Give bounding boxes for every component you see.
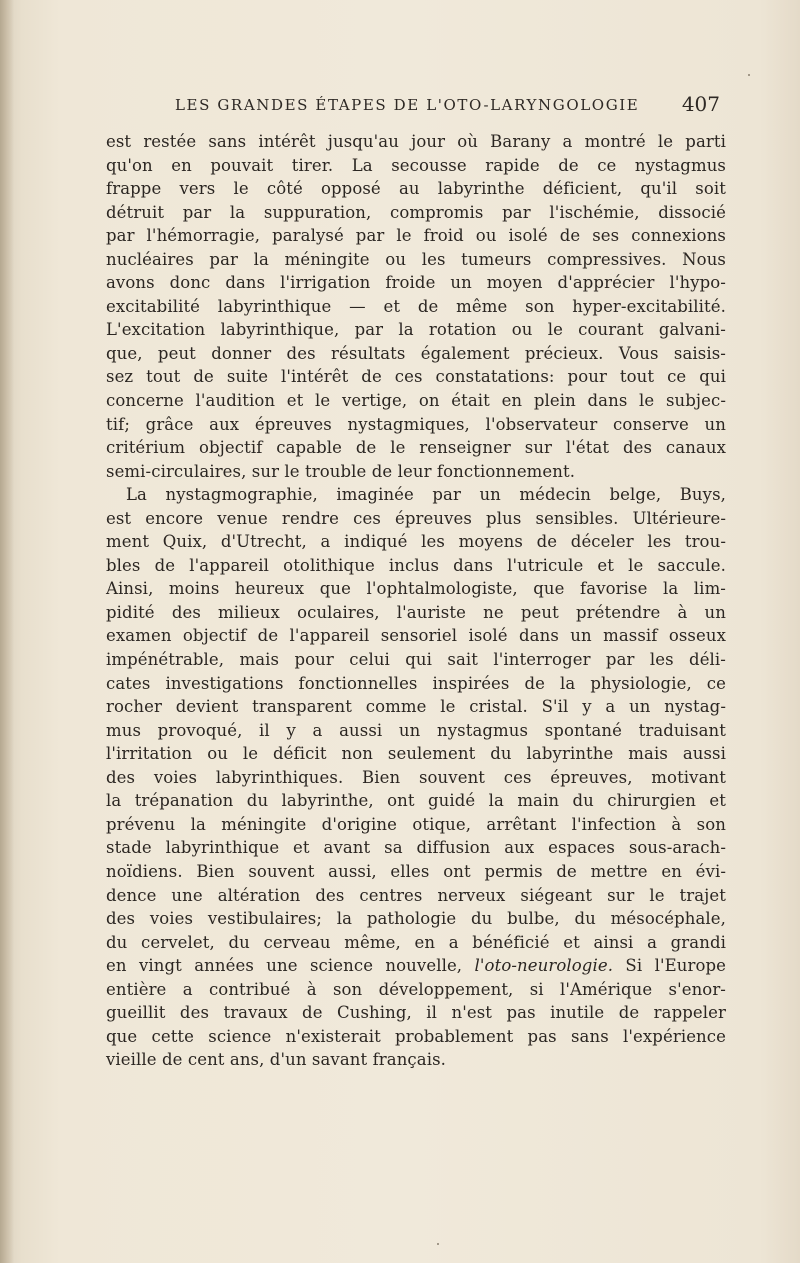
text-line: excitabilité labyrinthique — et de même son hyper-excitabilité.	[106, 296, 726, 316]
body-text	[106, 130, 726, 1072]
paragraph-start-line: La nystagmographie, imaginée par un médecin belge, Buys,	[126, 485, 726, 505]
page-number: 407	[681, 92, 720, 116]
paper-speck	[748, 74, 750, 76]
text-line: qu'on en pouvait tirer. La secousse rapide de ce nystagmus	[106, 155, 726, 175]
text-line: frappe vers le côté opposé au labyrinthe déficient, qu'il soit	[106, 179, 726, 199]
text-line: concerne l'audition et le vertige, on était en plein dans le subjec-	[106, 391, 726, 411]
text-line: est restée sans intérêt jusqu'au jour où Barany a montré le parti	[106, 132, 726, 151]
final-line: vieille de cent ans, d'un savant français.	[106, 1050, 446, 1070]
text-line: bles de l'appareil otolithique inclus dans l'utricule et le saccule.	[106, 555, 726, 575]
text-line: examen objectif de l'appareil sensoriel isolé dans un massif osseux	[106, 626, 726, 646]
text-line: sez tout de suite l'intérêt de ces constatations: pour tout ce qui	[106, 367, 726, 387]
text-line: que cette science n'existerait probablement pas sans l'expérience	[106, 1026, 726, 1046]
paragraph-end-line: semi-circulaires, sur le trouble de leur fonctionnement.	[106, 461, 576, 481]
text-line-with-italic	[106, 954, 726, 978]
text-line: stade labyrinthique et avant sa diffusion aux espaces sous-arach-	[106, 838, 726, 858]
text-line: pidité des milieux oculaires, l'auriste ne peut prétendre à un	[106, 602, 726, 622]
paper-speck	[437, 1243, 439, 1245]
running-header	[175, 92, 720, 118]
text-line: impénétrable, mais pour celui qui sait l'interroger par les déli-	[106, 650, 726, 670]
text-segment: en vingt années une science nouvelle,	[106, 956, 463, 976]
text-line: des voies vestibulaires; la pathologie du bulbe, du mésocéphale,	[106, 909, 726, 929]
text-line: prévenu la méningite d'origine otique, arrêtant l'infection à son	[106, 814, 726, 834]
text-line: cates investigations fonctionnelles inspirées de la physiologie, ce	[106, 673, 726, 693]
text-line: est encore venue rendre ces épreuves plus sensibles. Ultérieure-	[106, 508, 726, 528]
text-line: noïdiens. Bien souvent aussi, elles ont permis de mettre en évi-	[106, 861, 726, 881]
running-title: LES GRANDES ÉTAPES DE L'OTO-LARYNGOLOGIE	[175, 96, 640, 114]
text-line: du cervelet, du cerveau même, en a bénéficié et ainsi a grandi	[106, 932, 726, 952]
text-line: L'excitation labyrinthique, par la rotation ou le courant galvani-	[106, 320, 726, 340]
text-line: dence une altération des centres nerveux siégeant sur le trajet	[106, 885, 726, 905]
text-line: Ainsi, moins heureux que l'ophtalmologiste, que favorise la lim-	[106, 579, 726, 599]
text-line: que, peut donner des résultats également précieux. Vous saisis-	[106, 343, 726, 363]
text-line: l'irritation ou le déficit non seulement du labyrinthe mais aussi	[106, 744, 726, 764]
text-line: ment Quix, d'Utrecht, a indiqué les moyens de déceler les trou-	[106, 532, 726, 552]
text-line: par l'hémorragie, paralysé par le froid ou isolé de ses connexions	[106, 226, 726, 246]
text-line: nucléaires par la méningite ou les tumeurs compressives. Nous	[106, 249, 726, 269]
text-line: la trépanation du labyrinthe, ont guidé la main du chirurgien et	[106, 791, 726, 811]
text-line: tif; grâce aux épreuves nystagmiques, l'observateur conserve un	[106, 414, 726, 434]
text-line: des voies labyrinthiques. Bien souvent ces épreuves, motivant	[106, 767, 726, 787]
text-line: avons donc dans l'irrigation froide un moyen d'apprécier l'hypo-	[106, 273, 726, 293]
binding-shadow	[0, 0, 14, 1263]
italic-term: l'oto-neurologie.	[474, 956, 614, 976]
text-line: critérium objectif capable de le renseigner sur l'état des canaux	[106, 438, 726, 458]
text-segment: Si l'Europe	[625, 956, 726, 976]
text-line: mus provoqué, il y a aussi un nystagmus spontané traduisant	[106, 720, 726, 740]
text-line: rocher devient transparent comme le cristal. S'il y a un nystag-	[106, 697, 726, 717]
text-line: gueillit des travaux de Cushing, il n'est pas inutile de rappeler	[106, 1003, 726, 1023]
text-line: détruit par la suppuration, compromis par l'ischémie, dissocié	[106, 202, 726, 222]
text-line: entière a contribué à son développement, si l'Amérique s'enor-	[106, 979, 726, 999]
